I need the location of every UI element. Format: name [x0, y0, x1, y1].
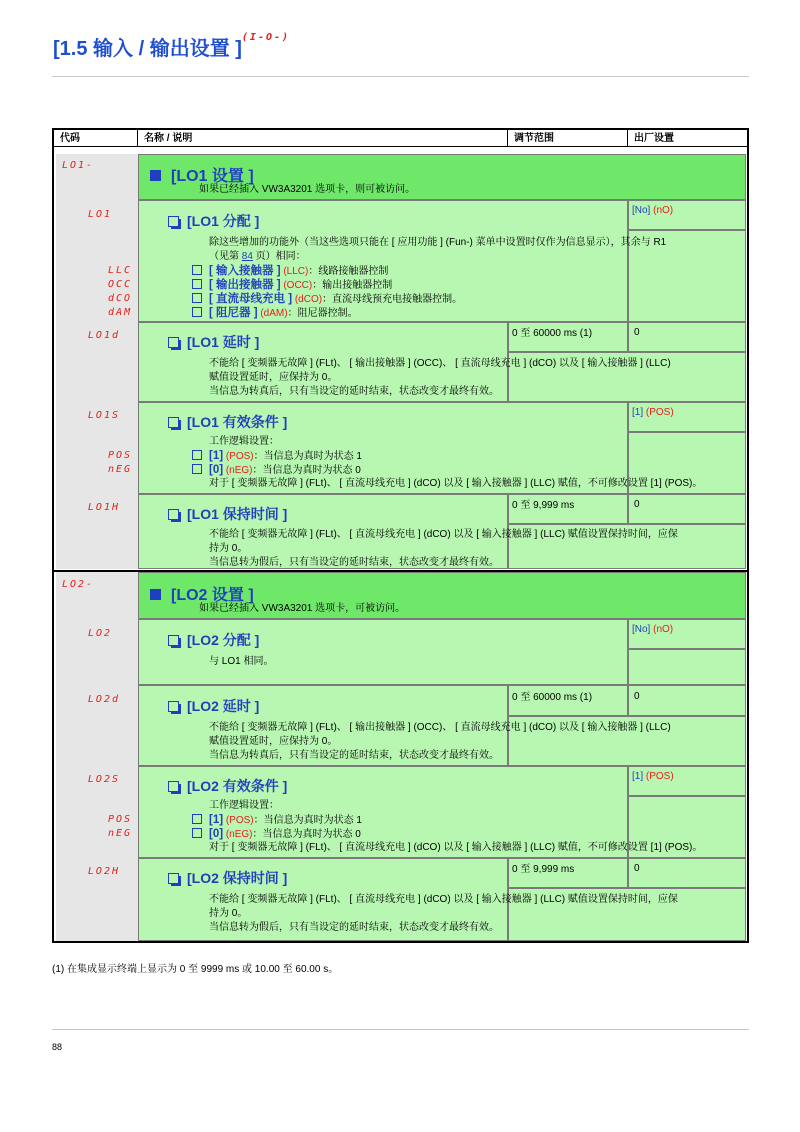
- option-neg: [0] (nEG)：当信息为真时为状态 0: [192, 827, 361, 842]
- column-header-factory: 出厂设置: [628, 130, 747, 147]
- page-link[interactable]: 84: [241, 251, 253, 262]
- lo2-assign-line1: 与 LO1 相同。: [209, 656, 274, 667]
- param-checkbox-icon: [168, 509, 179, 520]
- page-number: 88: [52, 1042, 63, 1052]
- param-checkbox-icon: [168, 701, 179, 712]
- factory-cell-lo1h: [628, 494, 746, 524]
- code-neg: nEG: [107, 828, 132, 839]
- option-box-icon: [192, 265, 202, 275]
- lo2d-line3: 当信息为转真后，只有当设定的延时结束，状态改变才最终有效。: [209, 750, 499, 761]
- param-checkbox-icon: [168, 781, 179, 792]
- parameter-table: [52, 128, 749, 943]
- factory-cell-lo2h: [628, 858, 746, 888]
- option-box-icon: [192, 293, 202, 303]
- param-checkbox-icon: [168, 873, 179, 884]
- lo1d-line3: 当信息为转真后，只有当设定的延时结束，状态改变才最终有效。: [209, 386, 499, 397]
- square-bullet-icon: [150, 170, 161, 181]
- section-desc-lo2: 如果已经插入 VW3A3201 选项卡，可被访问。: [199, 603, 406, 614]
- param-title-lo1-delay: [LO1 延时 ]: [168, 332, 259, 352]
- lo2d-line2: 赋值设置延时，应保持为 0。: [209, 736, 338, 747]
- code-lo1h: LO1H: [87, 502, 120, 513]
- lo2s-intro: 工作逻辑设置：: [209, 800, 279, 811]
- page-title: [1.5 输入 / 输出设置 ] (I-O-): [53, 32, 291, 60]
- code-dco: dCO: [107, 293, 132, 304]
- option-box-icon: [192, 450, 202, 460]
- column-header-name: 名称 / 说明: [138, 130, 508, 147]
- section-title-lo1: [LO1 设置 ]: [150, 163, 254, 186]
- factory-cell-lo2-blank: [628, 649, 746, 685]
- lo1h-line3: 当信息转为假后，只有当设定的延时结束，状态改变才最终有效。: [209, 557, 499, 568]
- param-title-lo2-delay: [LO2 延时 ]: [168, 696, 259, 716]
- param-checkbox-icon: [168, 635, 179, 646]
- square-bullet-icon: [150, 589, 161, 600]
- lo1d-line1: 不能给 [ 变频器无故障 ] (FLt)、 [ 输出接触器 ] (OCC)、 [ 直流母线充电 ] (dCO) 以及 [ 输入接触器 ] (LLC): [209, 358, 671, 369]
- lo1-assign-line1: 除这些增加的功能外（当这些选项只能在 [ 应用功能 ] (Fun-) 菜单中设置时仅作为信息显示），其余与 R1: [209, 237, 667, 248]
- code-lo2h: LO2H: [87, 866, 120, 877]
- option-box-icon: [192, 307, 202, 317]
- code-neg: nEG: [107, 464, 132, 475]
- param-checkbox-icon: [168, 417, 179, 428]
- option-box-icon: [192, 828, 202, 838]
- factory-lo1h: 0: [634, 499, 640, 510]
- lo2s-note: 对于 [ 变频器无故障 ] (FLt)、 [ 直流母线充电 ] (dCO) 以及 [ 输入接触器 ] (LLC) 赋值，不可修改设置 [1] (POS)。: [209, 842, 703, 853]
- option-dco: [ 直流母线充电 ] (dCO)：直流母线预充电接触器控制。: [192, 292, 462, 307]
- lo1d-line2: 赋值设置延时，应保持为 0。: [209, 372, 338, 383]
- code-lo1-menu: LO1-: [62, 160, 95, 171]
- factory-lo1d: 0: [634, 327, 640, 338]
- option-box-icon: [192, 464, 202, 474]
- page-title-code: (I-O-): [241, 32, 291, 43]
- factory-lo1-assign: [No] (nO): [632, 205, 674, 216]
- range-lo2h: 0 至 9,999 ms: [512, 864, 575, 875]
- code-lo1: LO1: [87, 209, 112, 220]
- option-pos: [1] (POS)：当信息为真时为状态 1: [192, 449, 362, 464]
- lo1s-note: 对于 [ 变频器无故障 ] (FLt)、 [ 直流母线充电 ] (dCO) 以及 [ 输入接触器 ] (LLC) 赋值，不可修改设置 [1] (POS)。: [209, 478, 703, 489]
- param-checkbox-icon: [168, 337, 179, 348]
- option-neg: [0] (nEG)：当信息为真时为状态 0: [192, 463, 361, 478]
- param-title-lo2-assign: [LO2 分配 ]: [168, 630, 259, 650]
- param-title-lo2-hold: [LO2 保持时间 ]: [168, 868, 287, 888]
- option-occ: [ 输出接触器 ] (OCC)：输出接触器控制: [192, 278, 392, 293]
- option-box-icon: [192, 814, 202, 824]
- factory-lo2s: [1] (POS): [632, 771, 674, 782]
- lo2d-line1: 不能给 [ 变频器无故障 ] (FLt)、 [ 输出接触器 ] (OCC)、 [ 直流母线充电 ] (dCO) 以及 [ 输入接触器 ] (LLC): [209, 722, 671, 733]
- column-header-code: 代码: [54, 130, 138, 147]
- code-lo1s: LO1S: [87, 410, 120, 421]
- lo1h-line1: 不能给 [ 变频器无故障 ] (FLt)、 [ 直流母线充电 ] (dCO) 以及 [ 输入接触器 ] (LLC) 赋值设置保持时间，应保: [209, 529, 678, 540]
- param-checkbox-icon: [168, 216, 179, 227]
- column-header-range: 调节范围: [508, 130, 628, 147]
- lo1-assign-line2: （见第 84 页）相同：: [209, 251, 306, 262]
- option-llc: [ 输入接触器 ] (LLC)：线路接触器控制: [192, 264, 388, 279]
- param-title-lo2-active: [LO2 有效条件 ]: [168, 776, 287, 796]
- lo1s-intro: 工作逻辑设置：: [209, 436, 279, 447]
- factory-lo2h: 0: [634, 863, 640, 874]
- code-pos: POS: [107, 814, 132, 825]
- code-pos: POS: [107, 450, 132, 461]
- code-llc: LLC: [107, 265, 132, 276]
- lo2h-line3: 当信息转为假后，只有当设定的延时结束，状态改变才最终有效。: [209, 922, 499, 933]
- factory-cell-lo1d: [628, 322, 746, 352]
- section-desc-lo1: 如果已经插入 VW3A3201 选项卡，则可被访问。: [199, 184, 416, 195]
- footnote: (1) 在集成显示终端上显示为 0 至 9999 ms 或 10.00 至 60.00 s。: [52, 964, 339, 975]
- row-lo2-assign: [138, 619, 628, 685]
- option-dam: [ 阻尼器 ] (dAM)：阻尼器控制。: [192, 306, 358, 321]
- lo2h-line2: 持为 0。: [209, 908, 248, 919]
- lo2h-line1: 不能给 [ 变频器无故障 ] (FLt)、 [ 直流母线充电 ] (dCO) 以及 [ 输入接触器 ] (LLC) 赋值设置保持时间，应保: [209, 894, 678, 905]
- code-lo2-menu: LO2-: [62, 579, 95, 590]
- option-pos: [1] (POS)：当信息为真时为状态 1: [192, 813, 362, 828]
- factory-lo2d: 0: [634, 691, 640, 702]
- code-lo2: LO2: [87, 628, 112, 639]
- param-title-lo1-hold: [LO1 保持时间 ]: [168, 504, 287, 524]
- code-lo1d: LO1d: [87, 330, 120, 341]
- factory-lo2-assign: [No] (nO): [632, 624, 674, 635]
- code-lo2s: LO2S: [87, 774, 120, 785]
- range-lo1h: 0 至 9,999 ms: [512, 500, 575, 511]
- header-divider: [52, 76, 749, 77]
- range-lo2d: 0 至 60000 ms (1): [512, 692, 593, 703]
- footer-divider: [52, 1029, 749, 1030]
- code-dam: dAM: [107, 307, 132, 318]
- factory-lo1s: [1] (POS): [632, 407, 674, 418]
- param-title-lo1-assign: [LO1 分配 ]: [168, 211, 259, 231]
- factory-cell-lo2d: [628, 685, 746, 716]
- param-title-lo1-active: [LO1 有效条件 ]: [168, 412, 287, 432]
- code-occ: OCC: [107, 279, 132, 290]
- code-lo2d: LO2d: [87, 694, 120, 705]
- lo1h-line2: 持为 0。: [209, 543, 248, 554]
- section-title-lo2: [LO2 设置 ]: [150, 582, 254, 605]
- option-box-icon: [192, 279, 202, 289]
- range-lo1d: 0 至 60000 ms (1): [512, 328, 593, 339]
